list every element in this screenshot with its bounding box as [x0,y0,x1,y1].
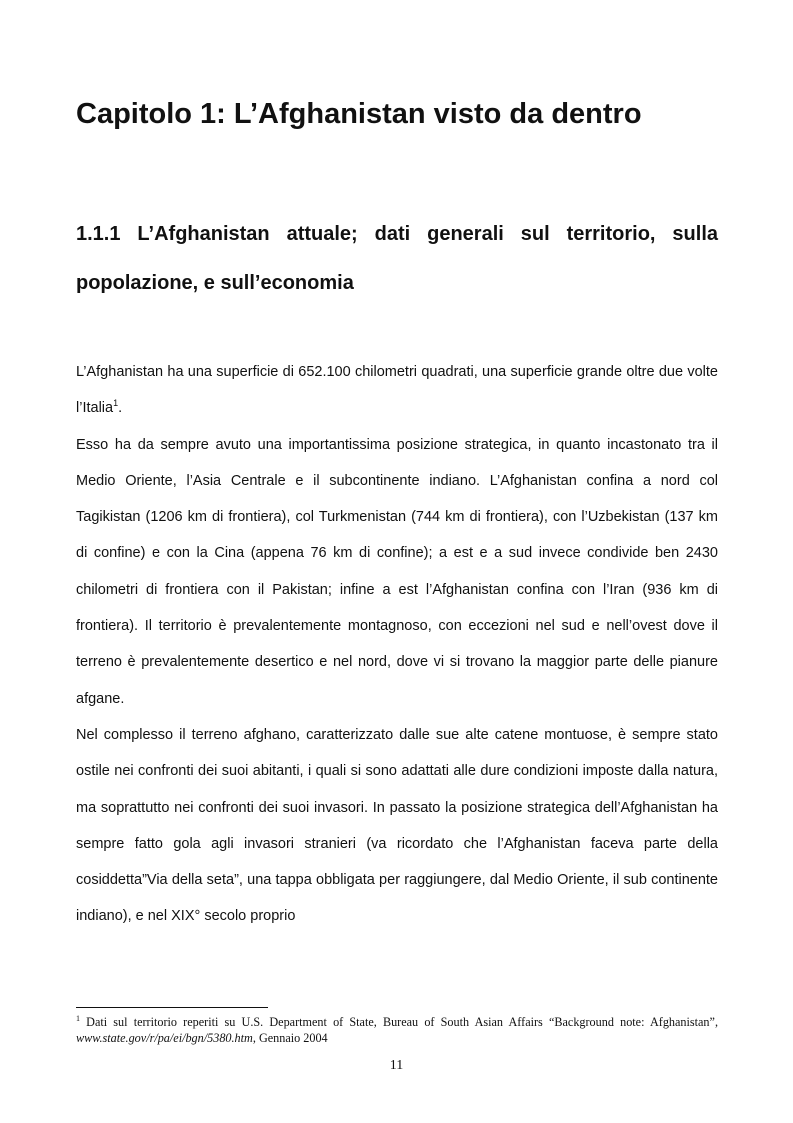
footnote-text: Dati sul territorio reperiti su U.S. Department of State, Bureau of South Asian Affairs “Background note: Afghanistan”, [80,1015,718,1029]
paragraph-1 [76,354,718,427]
paragraph-2: Esso ha da sempre avuto una importantissima posizione strategica, in quanto incastonato tra il Medio Oriente, l’Asia Centrale e il subcontinente indiano. L’Afghanistan confina a nord col Tagikistan (1206 km di frontiera), col Turkmenistan (744 km di frontiera), con l’Uzbekistan (137 km di confine) e con la Cina (appena 76 km di confine); a est e a sud invece condivide ben 2430 chilometri di frontiera con il Pakistan; infine a est l’Afghanistan confina con l’Iran (936 km di frontiera). Il territorio è prevalentemente montagnoso, con eccezioni nel sud e nell’ovest dove il terreno è prevalentemente desertico e nel nord, dove vi si trovano la maggior parte delle pianure afgane. [76,436,718,707]
footnote-url[interactable]: www.state.gov/r/pa/ei/bgn/5380.htm [76,1031,253,1045]
page-number: 11 [389,1058,404,1073]
footnote-reference[interactable]: 1 [113,398,119,409]
chapter-title: Capitolo 1: L’Afghanistan visto da dentro [76,98,642,130]
footnote-marker: 1 [76,1013,80,1023]
footnote-date: , Gennaio 2004 [252,1031,328,1045]
body-text [76,354,718,935]
section-title: 1.1.1 L’Afghanistan attuale; dati generali sul territorio, sulla popolazione, e sull’economia [76,223,718,294]
paragraph-3: Nel complesso il terreno afghano, caratterizzato dalle sue alte catene montuose, è sempre stato ostile nei confronti dei suoi abitanti, i quali si sono adattati alle dure condizioni imposte dalla natura, ma soprattutto nei confronti dei suoi invasori. In passato la posizione strategica dell’Afghanistan ha sempre fatto gola agli invasori stranieri (va ricordato che l’Afghanistan faceva parte della cosiddetta”Via della seta”, una tappa obbligata per raggiungere, dal Medio Oriente, il sub continente indiano), e nel XIX° secolo proprio [76,726,718,925]
paragraph-1-end: . [118,400,123,417]
paragraph-1-text: L’Afghanistan ha una superficie di 652.100 chilometri quadrati, una superficie grande oltre due volte l’Italia [76,364,718,417]
footnote [76,1014,718,1046]
footnote-separator [76,1007,268,1008]
